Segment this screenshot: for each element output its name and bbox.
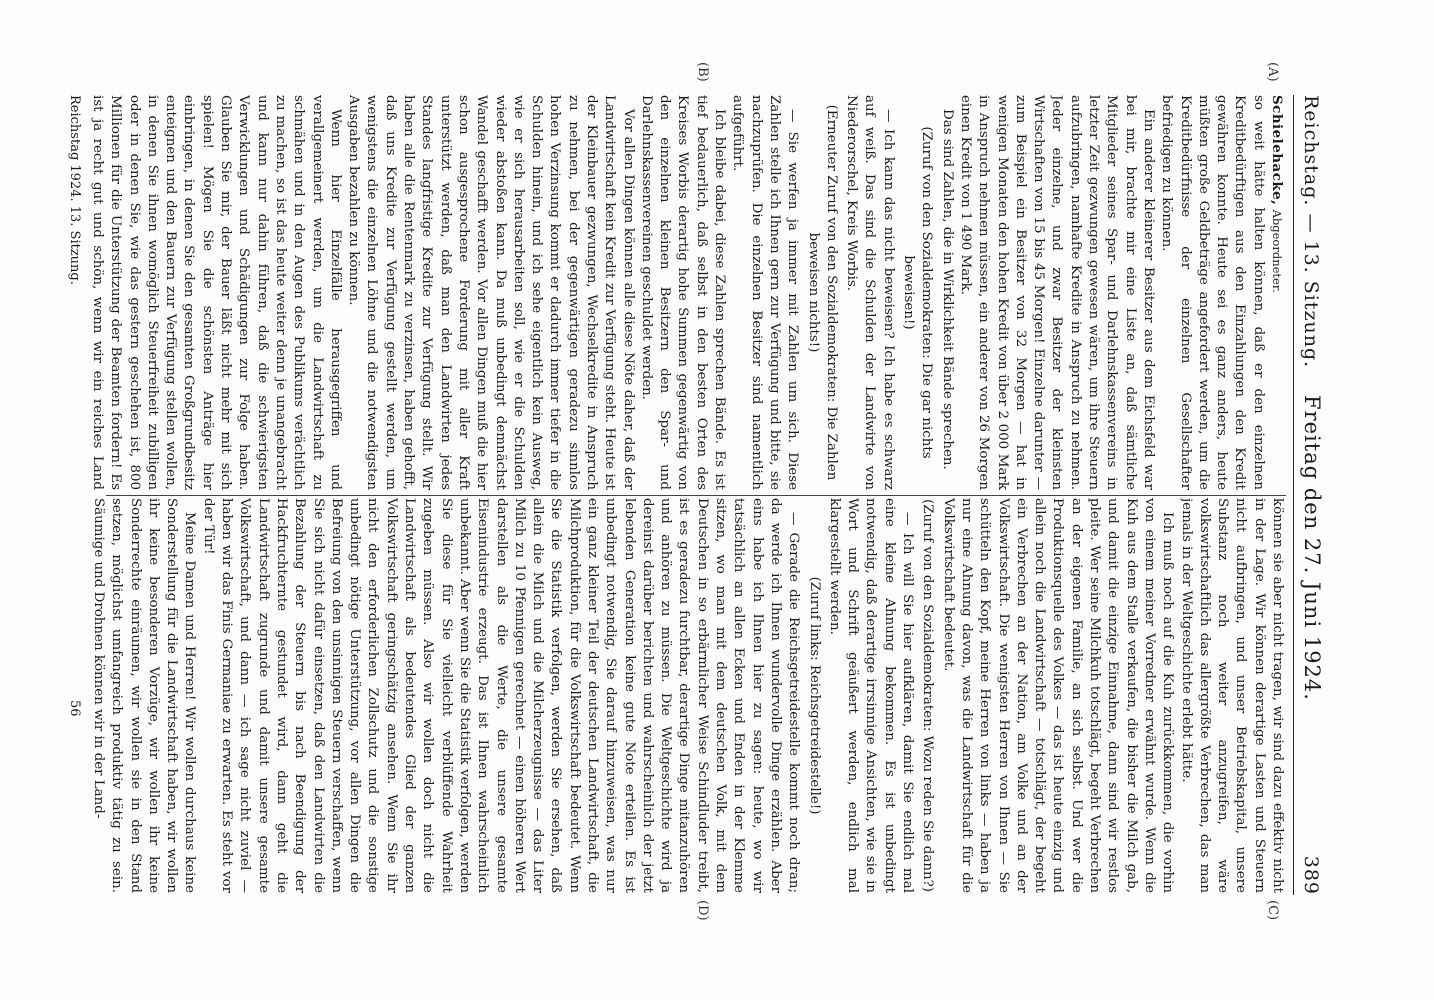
left-column [86, 95, 1286, 490]
page-header [1293, 95, 1334, 895]
paragraph: — Gerade die Reichsgetreidestelle kommt noch dran; da werde ich Ihnen wundervolle Dinge erzählen. Aber eins habe ich Ihnen hier zu sagen: heute, wo wir tatsächlich an allen Ecken und Enden in der Klemme sitzen, wo man mit dem deutschen Volk, mit dem Deutschen in so erbärmlicher Weise Schindluder treibt, ist es geradezu furchtbar, derartige Dinge mitanzuhören und anhören zu müssen. Die Weltgeschichte wird ja dereinst darüber berichten und wahrscheinlich der jetzt lebenden Generation keine gute Note erteilen. Es ist unbedingt notwendig, Sie darauf hinzuweisen, was nur ein ganz kleiner Teil der deutschen Landwirtschaft, die Milchproduktion, für die Volkswirtschaft bedeutet. Wenn Sie die Statistik verfolgen, werden Sie ersehen, daß allein die Milch und die Milcherzeugnisse — das Liter Milch zu 10 Pfennigen gerechnet — einen höheren Wert darstellen als die Werte, die unsere gesamte Eisenindustrie erzeugt. Das ist Ihnen wahrscheinlich unbekannt. Aber wenn Sie die Statistik verfolgen, werden Sie diese für Sie vielleicht verblüffende Wahrheit zugeben müssen. Also wir wollen doch nicht die Landwirtschaft als bedeutendes Glied der ganzen Volkswirtschaft geringschätzig ansehen. Wenn Sie ihr nicht den erforderlichen Zollschutz und die sonstige unbedingt nötige Unterstützung, vor allen Dingen die Befreiung von den unsinnigen Steuern verschaffen, wenn Sie sich nicht dafür einsetzen, daß den Landwirten die Bezahlung der Steuern bis nach Beendigung der Hackfruchternte gestundet wird, dann geht die Landwirtschaft zugrunde und damit unsere gesamte Volkswirtschaft, und dann — ich sage nicht zuviel — haben wir das Finis Germaniae zu erwarten. Es steht vor der Tür! [200, 498, 802, 893]
footer-sheet-number: 56 [67, 700, 82, 717]
speaker-line [1267, 95, 1286, 490]
paragraph: — Ich will Sie hier aufklären, damit Sie endlich mal eine kleine Ahnung bekommen. Es ist unbedingt notwendig, daß derartige irrsinnige Ansichten, wie sie in Wort und Schrift geäußert werden, endlich mal klargestellt werden. [826, 498, 916, 893]
paragraph: können sie aber nicht tragen, wir sind dazu effektiv nicht in der Lage. Wir können derartige Lasten und Steuern nicht aufbringen, und unser Betriebskapital, unsere Substanz noch weiter anzugreifen, wäre volkswirtschaftlich das allergrößte Verbrechen, das man jemals in der Weltgeschichte erlebt hätte. [1178, 498, 1285, 893]
interjection: (Zuruf von den Sozialdemokraten: Wozu reden Sie dann?) [920, 499, 936, 892]
paragraph: Das sind Zahlen, die in Wirklichkeit Bände sprechen. [939, 109, 955, 470]
margin-mark-d: (D) [695, 900, 710, 921]
margin-mark-b: (B) [695, 62, 710, 82]
interjection: (Zuruf von den Sozialdemokraten: Die gar nichts beweisen!) [901, 126, 935, 459]
interjection: (Erneuter Zuruf von den Sozialdemokraten: Die Zahlen beweisen nichts!) [805, 104, 839, 481]
funding-strip [1416, 6, 1432, 996]
right-column [86, 498, 1286, 893]
paragraph: — Ich kann das nicht beweisen? Ich habe es schwarz auf weiß. Das sind die Schulden der Landwirte von Niederorschel, Kreis Worbis. [844, 95, 896, 490]
paragraph: so weit hätte halten können, daß er den einzelnen Kreditbedürftigen aus den Einzahlungen den Kredit gewähren konnte. Heute sei es ganz anders, heute müßten große Geldbeträge angefordert werden, um die Kreditbedürfnisse der einzelnen Gesellschafter befriedigen zu können. [1159, 95, 1266, 490]
footer-source: Reichstag 1924. 13. Sitzung. [67, 95, 82, 285]
page-number: 389 [1300, 855, 1322, 895]
paragraph: Ein anderer kleinerer Besitzer aus dem Eichsfeld war bei mir, brachte mir eine Liste an, daß sämtliche Mitglieder seines Spar- und Darlehnskassenvereins in letzter Zeit gezwungen gewesen wären, um ihre Steuern aufzubringen, namhafte Kredite in Anspruch zu nehmen. Jeder einzelne, und zwar Besitzer der kleinsten Wirtschaften von 15 bis 45 Morgen! Einzelne darunter — zum Beispiel ein Besitzer von 32 Morgen — hat in wenigen Monaten den hohen Kredit von über 2 000 Mark in Anspruch nehmen müssen, ein anderer von 26 Morgen einen Kredit von 1 490 Mark. [957, 95, 1156, 490]
header-date: Freitag den 27. Juni 1924. [1300, 395, 1324, 701]
speaker-name-rest: hacke, [1269, 153, 1285, 206]
paragraph: Ich bleibe dabei, diese Zahlen sprechen Bände. Es ist tief bedauerlich, daß selbst in den besten Orten des Kreises Worbis derartig hohe Summen gegenwärtig von den einzelnen kleinen Besitzern den Spar- und Darlehnskassenvereinen geschuldet werden. [638, 95, 728, 490]
paragraph: Meine Damen und Herren! Wir wollen durchaus keine Sonderstellung für die Landwirtschaft haben, wir wollen ihr keine besonderen Vorzüge, wir wollen ihr keine Sonderrechte einräumen, wir wollen sie in den Stand setzen, möglichst umfangreich produktiv tätig zu sein. Säumige und Drohnen können wir in der Land- [91, 498, 198, 893]
paragraph: Wenn hier Einzelfälle herausgegriffen und verallgemeinert werden, um die Landwirtschaft zu schmähen und in den Augen des Publikums verächtlich zu machen, so ist das heute weiter denn je unangebracht und kann nur dahin führen, daß die schwierigsten Verwicklungen und Schädigungen zur Folge haben. Glauben Sie mir, der Bauer läßt nicht mehr mit sich spielen! Mögen Sie die schönsten Anträge hier einbringen, in denen Sie den gesamten Großgrundbesitz enteignen und den Bauern zur Verfügung stellen wollen, in denen Sie ihnen womöglich Steuerfreiheit zubilligen oder in denen Sie, wie das gestern geschehen ist, 800 Millionen für die Unterstützung der Beamten fordern! Es ist ja recht gut und schön, wenn wir ein reiches Land [90, 95, 343, 490]
speaker-role: Abgeordneter. [1270, 209, 1284, 293]
margin-mark-c: (C) [1265, 900, 1280, 921]
speaker-name: Schiele [1269, 95, 1285, 154]
paragraph: Vor allen Dingen können alle diese Nöte daher, daß der Landwirtschaft kein Kredit zur Verfügung steht. Heute ist der Kleinbauer gezwungen, Wechselkredite in Anspruch zu nehmen, bei der gegenwärtigen geradezu sinnlos hohen Verzinsung kommt er dadurch immer tiefer in die Schulden hinein, und ich sehe eigentlich kein Ausweg, wie er sich herausarbeiten soll, wie er die Schulden wieder abstoßen kann. Da muß unbedingt demnächst Wandel geschafft werden. Vor allen Dingen muß die hier schon ausgesprochene Forderung mit aller Kraft unterstützt werden, daß man den Landwirten jedes Standes langfristige Kredite zur Verfügung stellt. Wir haben alle die Rentenmark zu verzinsen, haben gehofft, daß uns Kredite zur Verfügung gestellt werden, um wenigstens die einzelnen Löhne und die notwendigsten Ausgaben bezahlen zu können. [346, 95, 636, 490]
column-divider [106, 495, 1286, 496]
interjection: (Zuruf links: Reichsgetreidestelle!) [806, 576, 822, 815]
margin-mark-a: (A) [1265, 62, 1280, 82]
header-session: Reichstag. — 13. Sitzung. [1300, 95, 1322, 369]
paragraph: Ich muß noch auf die Kuh zurückkommen, die vorhin von einem meiner Vorredner erwähnt wurde. Wenn die Kuh aus dem Stalle verkaufen, die bisher die Milch gab, und damit die einzige Einnahme, dann sind wir restlos pleite. Wer seine Milchkuh totschlägt, begeht Verbrechen an der eigenen Familie, an sich selbst. Und wer die Produktionsquelle des Volkes — das ist heute einzig und allein noch die Landwirtschaft — totschlägt, der begeht ein Verbrechen an der Nation, am Volke und an der Volkswirtschaft. Die wenigsten Herren von Ihnen — Sie schütteln den Kopf, meine Herren von links — haben ja nur eine Ahnung davon, was die Landwirtschaft für die Volkswirtschaft bedeutet. [940, 498, 1176, 893]
paragraph: — Sie werfen ja immer mit Zahlen um sich. Diese Zahlen stelle ich Ihnen gern zur Verfügung und bitte, sie nachzuprüfen. Die einzelnen Besitzer sind namentlich aufgeführt. [730, 95, 801, 490]
